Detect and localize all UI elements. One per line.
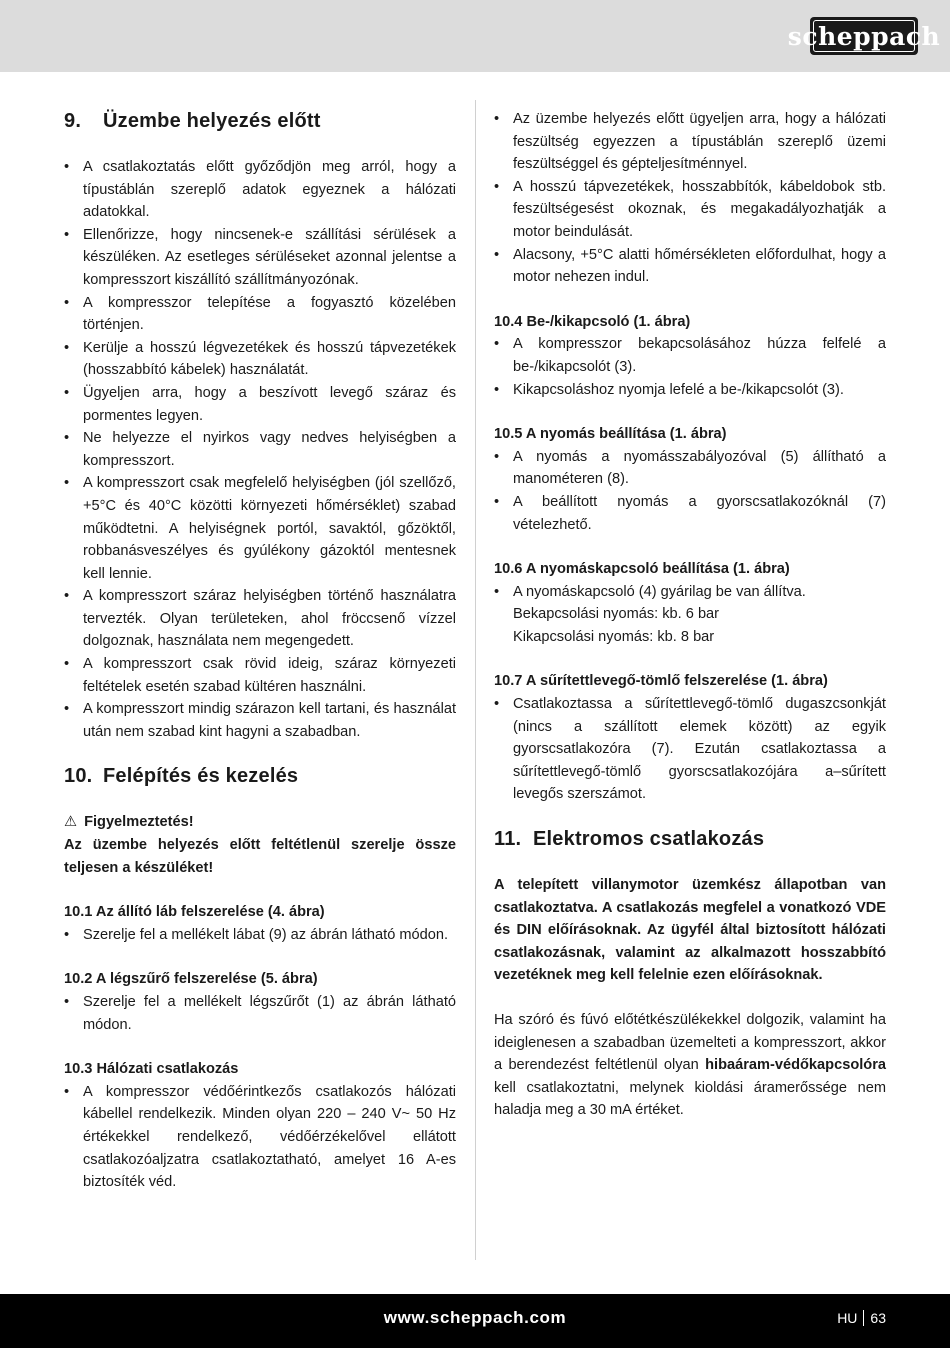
section-10-6-heading: 10.6 A nyomáskapcsoló beállítása (1. ábra)	[494, 561, 790, 578]
section-10-1-heading: 10.1 Az állító láb felszerelése (4. ábra)	[64, 904, 325, 921]
top-bar	[0, 0, 950, 72]
list-item: • A csatlakoztatás előtt győződjön meg arról, hogy a típustáblán szereplő adatok egyeznek a hálózati adatokkal.	[64, 156, 456, 224]
list-item: • Alacsony, +5°C alatti hőmérsékleten előfordulhat, hogy a motor nehezen indul.	[494, 244, 886, 289]
warning-triangle-icon: ⚠	[64, 814, 78, 831]
warning-label: ⚠ Figyelmeztetés!	[64, 811, 456, 834]
list-item: • A kompresszort csak rövid ideig, száraz környezeti feltételek esetén szabad kültéren használni.	[64, 653, 456, 698]
section-10-5-heading: 10.5 A nyomás beállítása (1. ábra)	[494, 426, 727, 443]
list-item: • A kompresszor védőérintkezős csatlakozós hálózati kábellel rendelkezik. Minden olyan 220 – 240 V~ 50 Hz értékekkel rendelkező, védőérzékelővel ellátott csatlakozóaljzatra csatlakoztatható, amelyet 16 A-es biztosíték véd.	[64, 1081, 456, 1194]
page-number: HU 63	[837, 1310, 886, 1326]
list-item: • A kompresszort száraz helyiségben történő használatra tervezték. Olyan területeken, ahol fröccsenő vízzel dolgoznak, használata nem megengedett.	[64, 585, 456, 653]
list-item: • Szerelje fel a mellékelt légszűrőt (1) az ábrán látható módon.	[64, 991, 456, 1036]
section-10-4-heading: 10.4 Be-/kikapcsoló (1. ábra)	[494, 313, 691, 330]
section-11-bold-paragraph: A telepített villanymotor üzemkész állapotban van csatlakoztatva. A csatlakozás megfelel a vonatkozó VDE és DIN előírásoknak. Az ügyfél által biztosított hálózati csatlakozásnak, valamint az alkalmazott hosszabbító vezetéknek meg kell felelnie ezen előírásoknak.	[494, 877, 886, 984]
list-item: • A kompresszort mindig szárazon kell tartani, és használat után nem szabad kint hagyni a szabadban.	[64, 698, 456, 743]
list-item: • A kompresszort csak megfelelő helyiségben (jól szellőző, +5°C és 40°C közötti környezeti hőmérséklet) szabad működtetni. A helyiségnek portól, savaktól, gőzöktől, robbanásveszélyes és gyúlékony gázoktól mentesnek kell lennie.	[64, 472, 456, 585]
section-10-6-list	[494, 581, 886, 604]
list-item: • Csatlakoztassa a sűrítettlevegő-tömlő dugaszcsonkját (nincs a szállított elemek között) az egyik gyorscsatlakozóra (7). Ezután csatlakoztassa a sűrítettlevegő-tömlő gyorscsatlakozójára a–sűrített levegős szerszámot.	[494, 693, 886, 806]
section-9-heading: 9. Üzembe helyezés előtt	[64, 110, 321, 132]
left-column	[64, 108, 456, 1194]
switch-on-pressure: Bekapcsolási nyomás: kb. 6 bar	[513, 606, 720, 623]
section-10-5-list	[494, 446, 886, 536]
section-10-4-list	[494, 333, 886, 401]
section-10-2-list	[64, 991, 456, 1036]
footer-bar	[0, 1294, 950, 1348]
list-item: • Ügyeljen arra, hogy a beszívott levegő száraz és pormentes legyen.	[64, 382, 456, 427]
warning-text: Az üzembe helyezés előtt feltétlenül szerelje össze teljesen a készüléket!	[64, 837, 456, 876]
list-item: • Kikapcsoláshoz nyomja lefelé a be-/kikapcsolót (3).	[494, 379, 886, 402]
section-10-7-list	[494, 693, 886, 806]
section-11-heading: 11. Elektromos csatlakozás	[494, 828, 765, 851]
list-item: • Kerülje a hosszú légvezetékek és hosszú tápvezetékek (hosszabbító kábelek) használatát.	[64, 337, 456, 382]
list-item: • Szerelje fel a mellékelt lábat (9) az ábrán látható módon.	[64, 924, 456, 947]
list-item: • A hosszú tápvezetékek, hosszabbítók, kábeldobok stb. feszültségesést okoznak, és megakadályozhatják a motor beindulását.	[494, 176, 886, 244]
section-10-7-heading: 10.7 A sűrítettlevegő-tömlő felszerelése (1. ábra)	[494, 673, 828, 690]
section-10-3-list	[64, 1081, 456, 1194]
list-item: • A beállított nyomás a gyorscsatlakozóknál (7) vételezhető.	[494, 491, 886, 536]
right-column	[494, 108, 886, 1122]
list-item: • A kompresszor bekapcsolásához húzza felfelé a be-/kikapcsolót (3).	[494, 333, 886, 378]
section-10-2-heading: 10.2 A légszűrő felszerelése (5. ábra)	[64, 971, 318, 988]
section-9-list	[64, 156, 456, 743]
switch-off-pressure: Kikapcsolási nyomás: kb. 8 bar	[513, 628, 715, 645]
list-item: • A nyomáskapcsoló (4) gyárilag be van állítva.	[494, 581, 886, 604]
list-item: • Az üzembe helyezés előtt ügyeljen arra, hogy a hálózati feszültség egyezzen a típustáblán szereplő üzemi feszültséggel és gépteljesítménnyel.	[494, 108, 886, 176]
section-11-paragraph: Ha szóró és fúvó előtétkészülékekkel dolgozik, valamint ha ideiglenesen a szabadban üzemelteti a kompresszort, akkor a berendezést feltétlenül olyan hibaáram-védőkapcsolóra kell csatlakoztatni, melynek kioldási áramerőssége nem haladja meg a 30 mA értéket.	[494, 1012, 886, 1119]
section-10-3-heading: 10.3 Hálózati csatlakozás	[64, 1061, 239, 1078]
section-10-1-list	[64, 924, 456, 947]
list-item: • Ellenőrizze, hogy nincsenek-e szállítási sérülések a készüléken. Az esetleges sérüléseket azonnal jelentse a kompresszort kiszállító szállítmányozónak.	[64, 224, 456, 292]
list-item: • Ne helyezze el nyirkos vagy nedves helyiségben a kompresszort.	[64, 427, 456, 472]
list-item: • A kompresszor telepítése a fogyasztó közelében történjen.	[64, 292, 456, 337]
list-item: • A nyomás a nyomásszabályozóval (5) állítható a manométeren (8).	[494, 446, 886, 491]
scheppach-logo: scheppach	[810, 17, 918, 55]
section-10-3-continued-list	[494, 108, 886, 289]
column-divider	[475, 100, 476, 1260]
section-10-heading: 10. Felépítés és kezelés	[64, 765, 299, 788]
website-link[interactable]: www.scheppach.com	[383, 1308, 567, 1327]
